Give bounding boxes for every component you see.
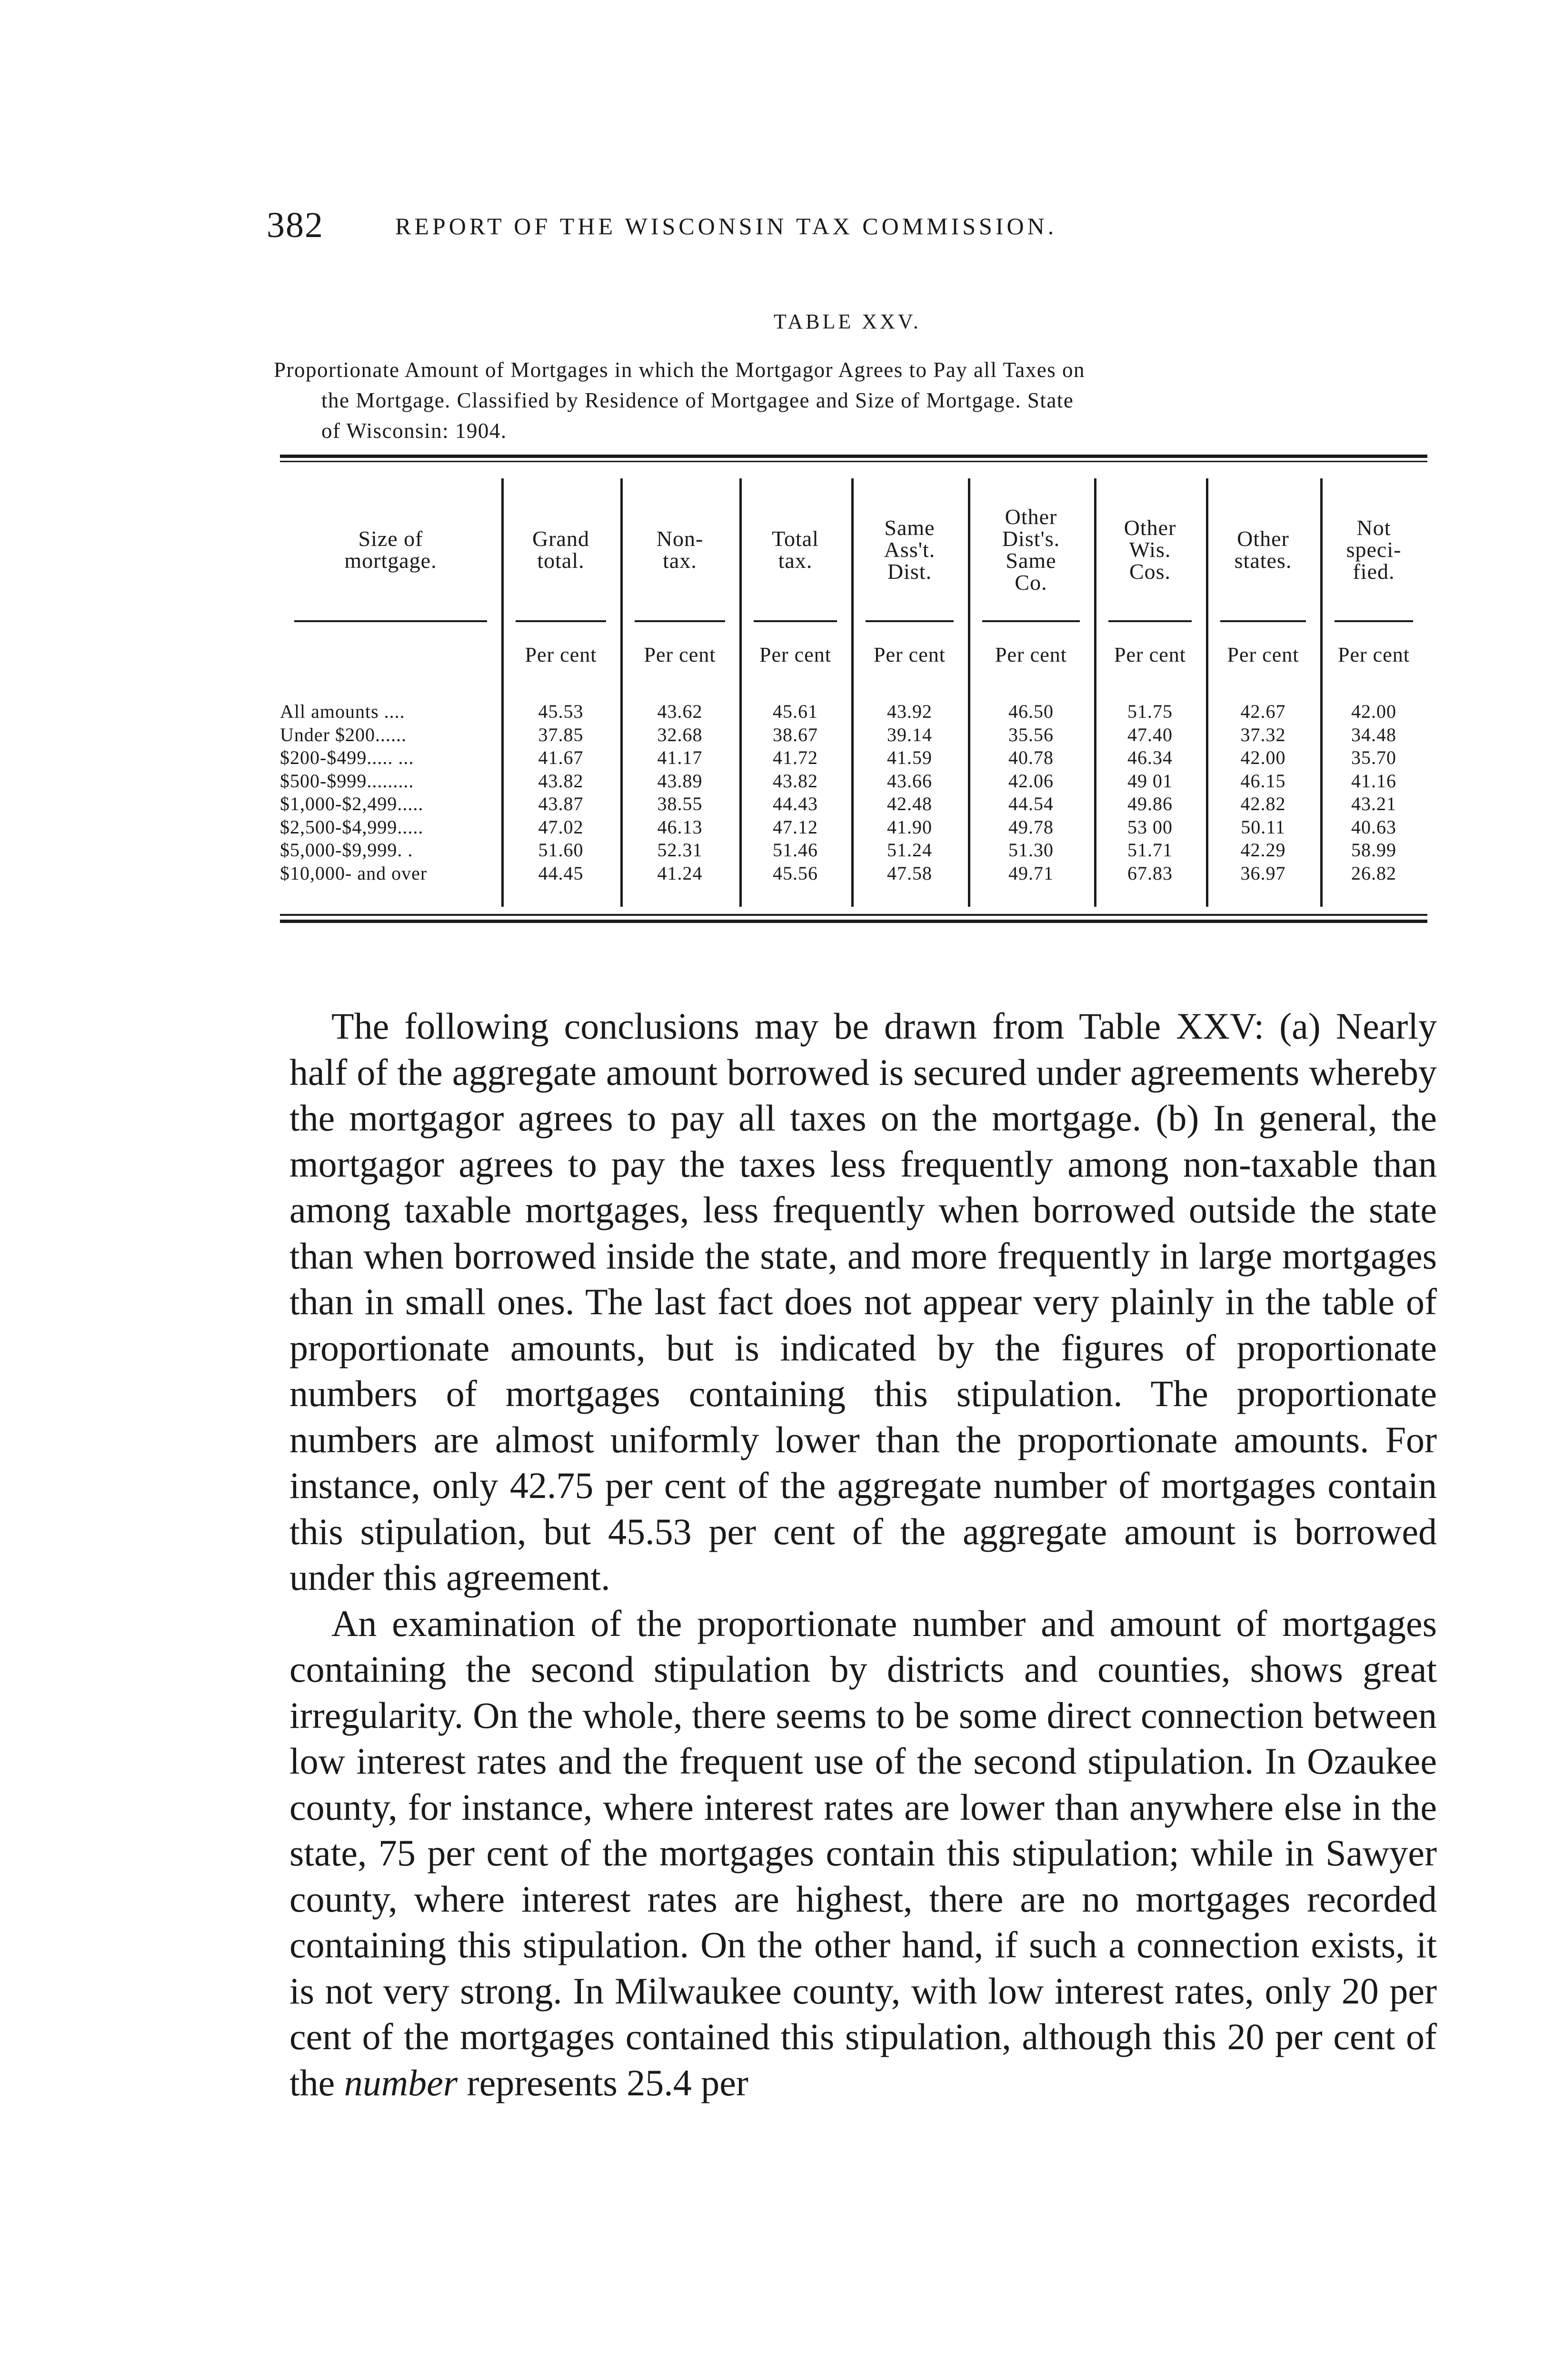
table-cell: 51.30 — [1008, 839, 1054, 861]
table-cell: 46.13 — [657, 816, 703, 838]
column-header: tax. — [778, 548, 813, 573]
column-header: Non- — [656, 526, 704, 551]
table-cell: 47.02 — [538, 816, 584, 838]
column-header: Total — [772, 526, 819, 551]
column-header: Size of — [358, 526, 423, 551]
table-cell: 58.99 — [1351, 839, 1396, 861]
table-cell: 51.24 — [887, 839, 932, 861]
row-label: $500-$999......... — [280, 770, 414, 792]
head-separator — [866, 620, 954, 622]
table-cell: 49.78 — [1008, 816, 1054, 838]
table-cell: 41.72 — [773, 747, 818, 768]
table-cell: 41.24 — [657, 862, 703, 884]
table-cell: 43.21 — [1351, 793, 1396, 814]
table-cell: 42.48 — [887, 793, 932, 814]
top-rule — [280, 461, 1427, 462]
unit-label: Per cent — [874, 643, 946, 666]
unit-label: Per cent — [1227, 643, 1299, 666]
column-header: Same — [1006, 548, 1056, 573]
table-cell: 49.71 — [1008, 862, 1054, 884]
column-header: Other — [1005, 505, 1057, 529]
head-separator — [635, 620, 725, 622]
table-cell: 41.90 — [887, 816, 932, 838]
table-cell: 41.16 — [1351, 770, 1396, 792]
paragraph-text: represents 25.4 per — [467, 2062, 748, 2103]
column-header: states. — [1234, 548, 1292, 573]
table-cell: 43.92 — [887, 701, 932, 722]
top-rule — [280, 455, 1427, 458]
page-number: 382 — [267, 205, 324, 245]
table-cell: 44.45 — [538, 862, 584, 884]
table-cell: 44.54 — [1008, 793, 1054, 814]
table-cell: 39.14 — [887, 724, 932, 745]
table-cell: 46.50 — [1008, 701, 1054, 722]
table-cell: 38.67 — [773, 724, 818, 745]
table-cell: 35.56 — [1008, 724, 1054, 745]
table-cell: 42.82 — [1240, 793, 1286, 814]
table-cell: 36.97 — [1240, 862, 1286, 884]
caption-line: of Wisconsin: 1904. — [321, 419, 507, 443]
column-header: Ass't. — [884, 537, 936, 562]
column-header: mortgage. — [344, 548, 437, 573]
unit-label: Per cent — [759, 643, 831, 666]
running-title: REPORT OF THE WISCONSIN TAX COMMISSION. — [395, 213, 1057, 239]
table-cell: 43.82 — [538, 770, 584, 792]
table-cell: 51.75 — [1127, 701, 1173, 722]
table-cell: 51.60 — [538, 839, 584, 861]
table-cell: 51.46 — [773, 839, 818, 861]
row-label: $10,000- and over — [280, 862, 428, 884]
column-header: Grand — [532, 526, 589, 551]
unit-label: Per cent — [1338, 643, 1410, 666]
unit-label: Per cent — [995, 643, 1067, 666]
table-cell: 47.40 — [1127, 724, 1173, 745]
caption-line: the Mortgage. Classified by Residence of Mortgagee and Size of Mortgage. State — [321, 388, 1074, 412]
unit-label: Per cent — [1114, 643, 1186, 666]
table-cell: 42.00 — [1351, 701, 1396, 722]
column-header: Dist. — [887, 559, 932, 584]
table-cell: 42.29 — [1240, 839, 1286, 861]
table-cell: 44.43 — [773, 793, 818, 814]
paragraph: The following conclusions may be drawn from Table XXV: (a) Nearly half of the aggregate amount borrowed is secured under agreements whereby the mortgagor agrees to pay all taxes on the mortgage. (b) In general, the mortgagor agrees to pay the taxes less frequently among non-taxable than among taxable mortgages, less frequently when borrowed outside the state than when borrowed inside the state, and more frequently in large mortgages than in small ones. The last fact does not appear very plainly in the table of proportionate amounts, but is indicated by the figures of proportionate numbers of mortgages containing this stipulation. The proportionate numbers are almost uniformly lower than the proportionate amounts. For instance, only 42.75 per cent of the aggregate number of mortgages contain this stipulation, but 45.53 per cent of the aggregate amount is borrowed under this agreement. — [289, 1005, 1437, 1598]
table-cell: 26.82 — [1351, 862, 1396, 884]
caption-line: Proportionate Amount of Mortgages in which the Mortgagor Agrees to Pay all Taxes on — [274, 358, 1086, 382]
head-separator — [982, 620, 1080, 622]
table-cell: 38.55 — [657, 793, 703, 814]
bottom-rule — [280, 920, 1427, 923]
bottom-rule — [280, 914, 1427, 916]
table-cell: 47.12 — [773, 816, 818, 838]
row-label: All amounts .... — [280, 701, 405, 722]
table-cell: 42.67 — [1240, 701, 1286, 722]
table-cell: 41.67 — [538, 747, 584, 768]
table-cell: 49.86 — [1127, 793, 1173, 814]
table-cell: 43.89 — [657, 770, 703, 792]
column-header: fied. — [1353, 559, 1395, 584]
table-cell: 42.00 — [1240, 747, 1286, 768]
table-caption — [274, 355, 1435, 446]
table-cell: 40.78 — [1008, 747, 1054, 768]
column-header: Wis. — [1129, 537, 1171, 562]
table-cell: 67.83 — [1127, 862, 1173, 884]
emphasized-word: number — [344, 2062, 458, 2103]
row-label: Under $200...... — [280, 724, 407, 745]
head-separator — [754, 620, 837, 622]
table-cell: 41.59 — [887, 747, 932, 768]
table-cell: 51.71 — [1127, 839, 1173, 861]
table-cell: 42.06 — [1008, 770, 1054, 792]
table-cell: 43.62 — [657, 701, 703, 722]
table-cell: 37.32 — [1240, 724, 1286, 745]
table-cell: 34.48 — [1351, 724, 1396, 745]
table-cell: 46.34 — [1127, 747, 1173, 768]
head-separator — [1108, 620, 1192, 622]
table-title: TABLE XXV. — [774, 310, 921, 333]
table-cell: 46.15 — [1240, 770, 1286, 792]
table-cell: 41.17 — [657, 747, 703, 768]
column-header: Other — [1237, 526, 1289, 551]
column-header: Other — [1124, 516, 1176, 540]
column-header: Cos. — [1129, 559, 1171, 584]
table-cell: 43.87 — [538, 793, 584, 814]
running-head — [267, 205, 1457, 252]
table-cell: 32.68 — [657, 724, 703, 745]
column-header: Dist's. — [1002, 526, 1060, 551]
column-header: Not — [1356, 516, 1391, 540]
table-cell: 37.85 — [538, 724, 584, 745]
body-text — [289, 1003, 1437, 2106]
head-separator — [1220, 620, 1306, 622]
table-cell: 43.82 — [773, 770, 818, 792]
table-cell: 45.53 — [538, 701, 584, 722]
table-cell: 45.56 — [773, 862, 818, 884]
table-cell: 50.11 — [1241, 816, 1285, 838]
column-header: speci- — [1346, 537, 1402, 562]
column-header: tax. — [663, 548, 697, 573]
table-cell: 49 01 — [1127, 770, 1173, 792]
statistics-table — [280, 455, 1427, 940]
unit-label: Per cent — [525, 643, 597, 666]
column-header: Co. — [1015, 570, 1047, 595]
row-label: $2,500-$4,999..... — [280, 816, 424, 838]
head-separator — [294, 620, 487, 622]
paragraph-text: An examination of the proportionate number and amount of mortgages containing the second stipulation by districts and counties, shows great irregularity. On the whole, there seems to be some direct connection between low interest rates and the frequent use of the second stipulation. In Ozaukee county, for instance, where interest rates are lower than anywhere else in the state, 75 per cent of the mortgages contain this stipulation; while in Sawyer county, where interest rates are highest, there are no mortgages recorded containing this stipulation. On the other hand, if such a connection exists, it is not very strong. In Milwaukee county, with low interest rates, only 20 per cent of the mortgages contained this stipulation, although this 20 per cent of the — [289, 1602, 1437, 2103]
row-label: $5,000-$9,999. . — [280, 839, 413, 861]
table-cell: 40.63 — [1351, 816, 1396, 838]
unit-label: Per cent — [644, 643, 716, 666]
column-header: total. — [537, 548, 585, 573]
paragraph — [289, 1601, 1437, 2106]
table-cell: 52.31 — [657, 839, 703, 861]
head-separator — [516, 620, 606, 622]
head-separator — [1335, 620, 1413, 622]
row-label: $200-$499..... ... — [280, 747, 414, 768]
table-cell: 35.70 — [1351, 747, 1396, 768]
row-label: $1,000-$2,499..... — [280, 793, 424, 814]
table-cell: 45.61 — [773, 701, 818, 722]
column-header: Same — [884, 516, 935, 540]
table-cell: 53 00 — [1127, 816, 1173, 838]
table-cell: 47.58 — [887, 862, 932, 884]
table-cell: 43.66 — [887, 770, 932, 792]
